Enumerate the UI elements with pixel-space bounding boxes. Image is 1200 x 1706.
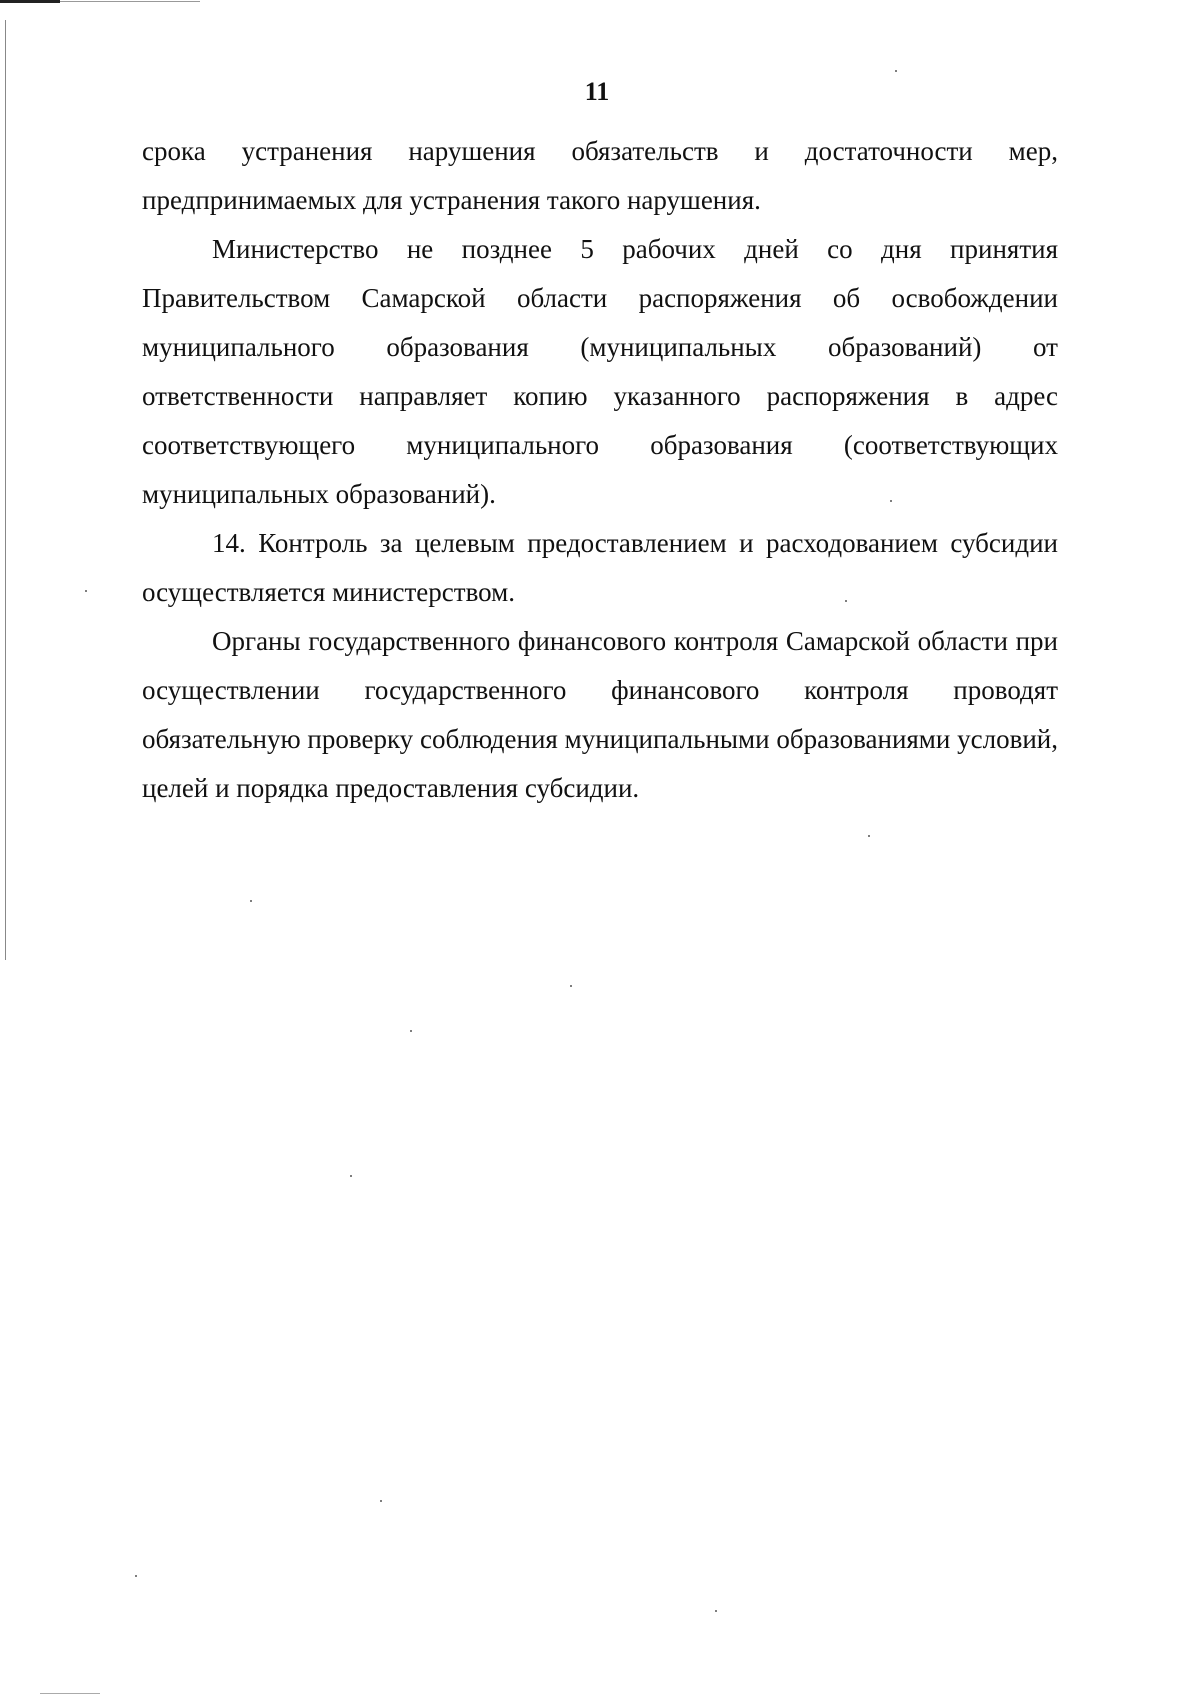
paragraph-continuation: срока устранения нарушения обязательств и достаточности мер, предпринимаемых для устранения такого нарушения.: [142, 136, 1058, 215]
document-body: [142, 127, 1058, 813]
scan-speck: [570, 985, 572, 987]
scan-speck: [135, 1575, 137, 1577]
scan-speck: [250, 900, 252, 902]
scan-speck: [350, 1175, 352, 1177]
scan-edge-line-left: [5, 20, 6, 960]
scan-speck: [868, 835, 870, 837]
scan-edge-mark-top: [0, 0, 60, 3]
page-number: 11: [584, 77, 610, 106]
scan-speck: [410, 1030, 412, 1032]
scan-edge-line-top: [60, 1, 200, 2]
scan-speck: [85, 590, 87, 592]
paragraph-ministry-notice: Министерство не позднее 5 рабочих дней со дня принятия Правительством Самарской области распоряжения об освобождении муниципального образования (муниципальных образований) от ответственности направляет копию указанного распоряжения в адрес соответствующего муниципального образования (соответствующих муниципальных образований).: [142, 234, 1058, 509]
scan-edge-line-bottom: [40, 1693, 100, 1694]
scan-speck: [715, 1610, 717, 1612]
paragraph-control-item-14: 14. Контроль за целевым предоставлением и расходованием субсидии осуществляется министерством.: [142, 528, 1058, 607]
scan-speck: [380, 1500, 382, 1502]
paragraph-financial-control: Органы государственного финансового контроля Самарской области при осуществлении государственного финансового контроля проводят обязательную проверку соблюдения муниципальными образованиями условий, целей и порядка предоставления субсидии.: [142, 626, 1058, 803]
